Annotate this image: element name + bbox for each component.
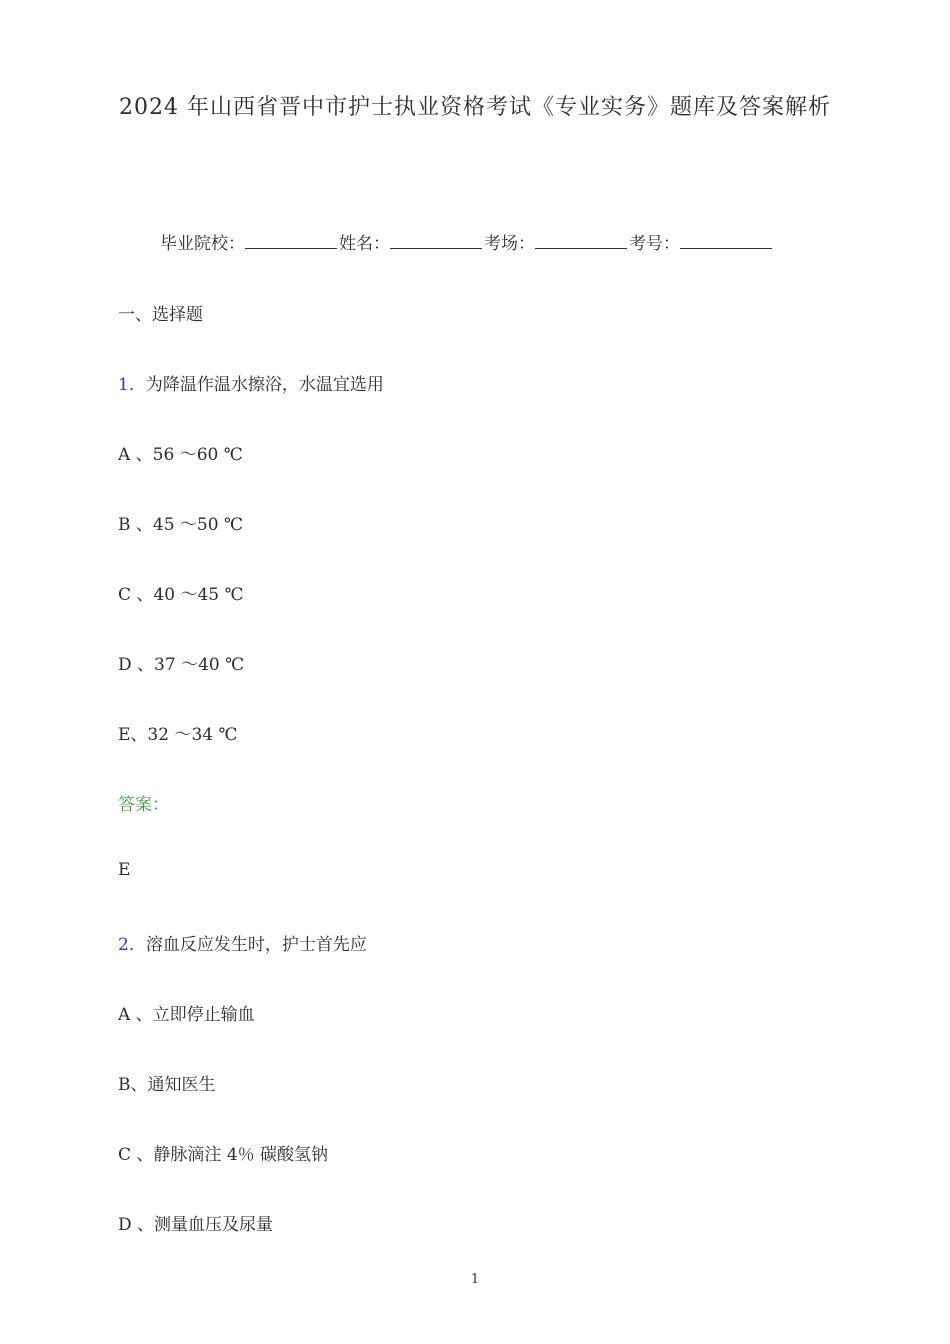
question-1 [118,370,384,395]
page-title: 2024 年山西省晋中市护士执业资格考试《专业实务》题库及答案解析 [119,95,831,120]
option-d: D 、测量血压及尿量 [118,1215,274,1235]
number-blank-field[interactable] [680,232,772,249]
option-b: B、通知医生 [118,1075,216,1095]
option-d: D 、37 ～40 ℃ [118,655,245,675]
question-stem: 为降温作温水擦浴，水温宜选用 [145,375,384,395]
info-label-school: 毕业院校： [160,234,245,254]
info-label-number: 考号： [629,234,680,254]
info-label-name: 姓名： [339,234,390,254]
question-number: 1． [118,375,146,395]
option-e: E、32 ～34 ℃ [118,725,238,745]
question-stem: 溶血反应发生时，护士首先应 [145,935,367,955]
option-c: C 、40 ～45 ℃ [118,585,244,605]
answer-value: E [118,860,131,880]
question-number: 2． [118,935,146,955]
room-blank-field[interactable] [535,232,627,249]
name-blank-field[interactable] [390,232,482,249]
option-b: B 、45 ～50 ℃ [118,515,243,535]
option-c: C 、静脉滴注 4％ 碳酸氢钠 [118,1145,329,1165]
school-blank-field[interactable] [245,232,337,249]
section-heading: 一、选择题 [118,305,203,325]
question-2 [118,930,367,955]
option-a: A 、立即停止输血 [118,1005,255,1025]
info-label-room: 考场： [484,234,535,254]
option-a: A 、56 ～60 ℃ [118,445,243,465]
answer-label: 答案： [118,795,169,815]
page-number: 1 [470,1272,480,1287]
candidate-info-line [160,229,774,254]
